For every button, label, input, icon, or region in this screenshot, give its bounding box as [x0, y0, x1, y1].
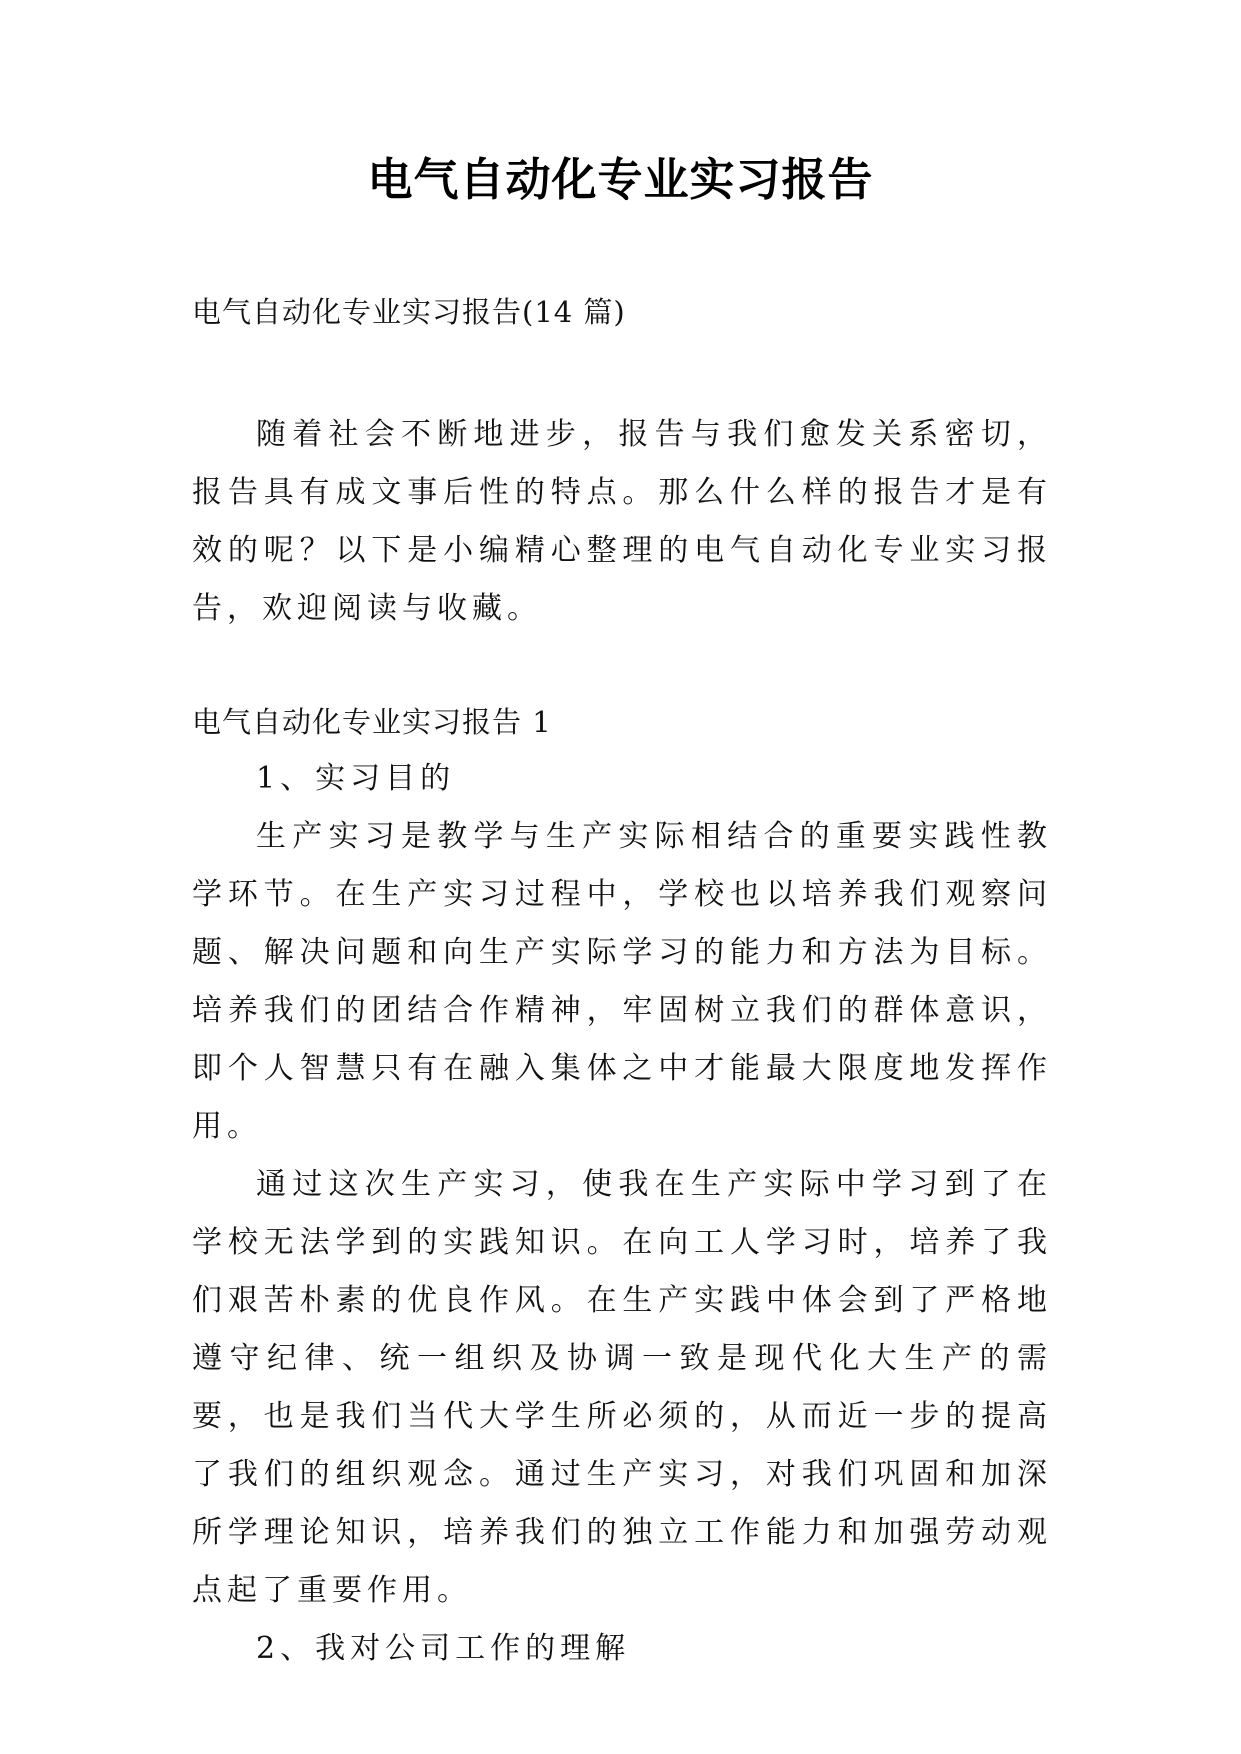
section-heading: 1、实习目的 [256, 761, 456, 796]
section-heading: 2、我对公司工作的理解 [256, 1631, 631, 1666]
intro-paragraph: 随着社会不断地进步，报告与我们愈发关系密切，报告具有成文事后性的特点。那么什么样的报告才是有效的呢？以下是小编精心整理的电气自动化专业实习报告，欢迎阅读与收藏。 [192, 417, 1052, 626]
body-paragraph: 通过这次生产实习，使我在生产实际中学习到了在学校无法学到的实践知识。在向工人学习时，培养了我们艰苦朴素的优良作风。在生产实践中体会到了严格地遵守纪律、统一组织及协调一致是现代化大生产的需要，也是我们当代大学生所必须的，从而近一步的提高了我们的组织观念。通过生产实习，对我们巩固和加深所学理论知识，培养我们的独立工作能力和加强劳动观点起了重要作用。 [192, 1167, 1052, 1608]
section-title: 电气自动化专业实习报告 1 [192, 705, 552, 739]
document-subtitle: 电气自动化专业实习报告(14 篇) [192, 295, 626, 329]
document-title: 电气自动化专业实习报告 [367, 153, 874, 206]
section-content [192, 750, 1052, 1678]
body-paragraph: 生产实习是教学与生产实际相结合的重要实践性教学环节。在生产实习过程中，学校也以培养我们观察问题、解决问题和向生产实际学习的能力和方法为目标。培养我们的团结合作精神，牢固树立我们的群体意识，即个人智慧只有在融入集体之中才能最大限度地发挥作用。 [192, 819, 1052, 1144]
